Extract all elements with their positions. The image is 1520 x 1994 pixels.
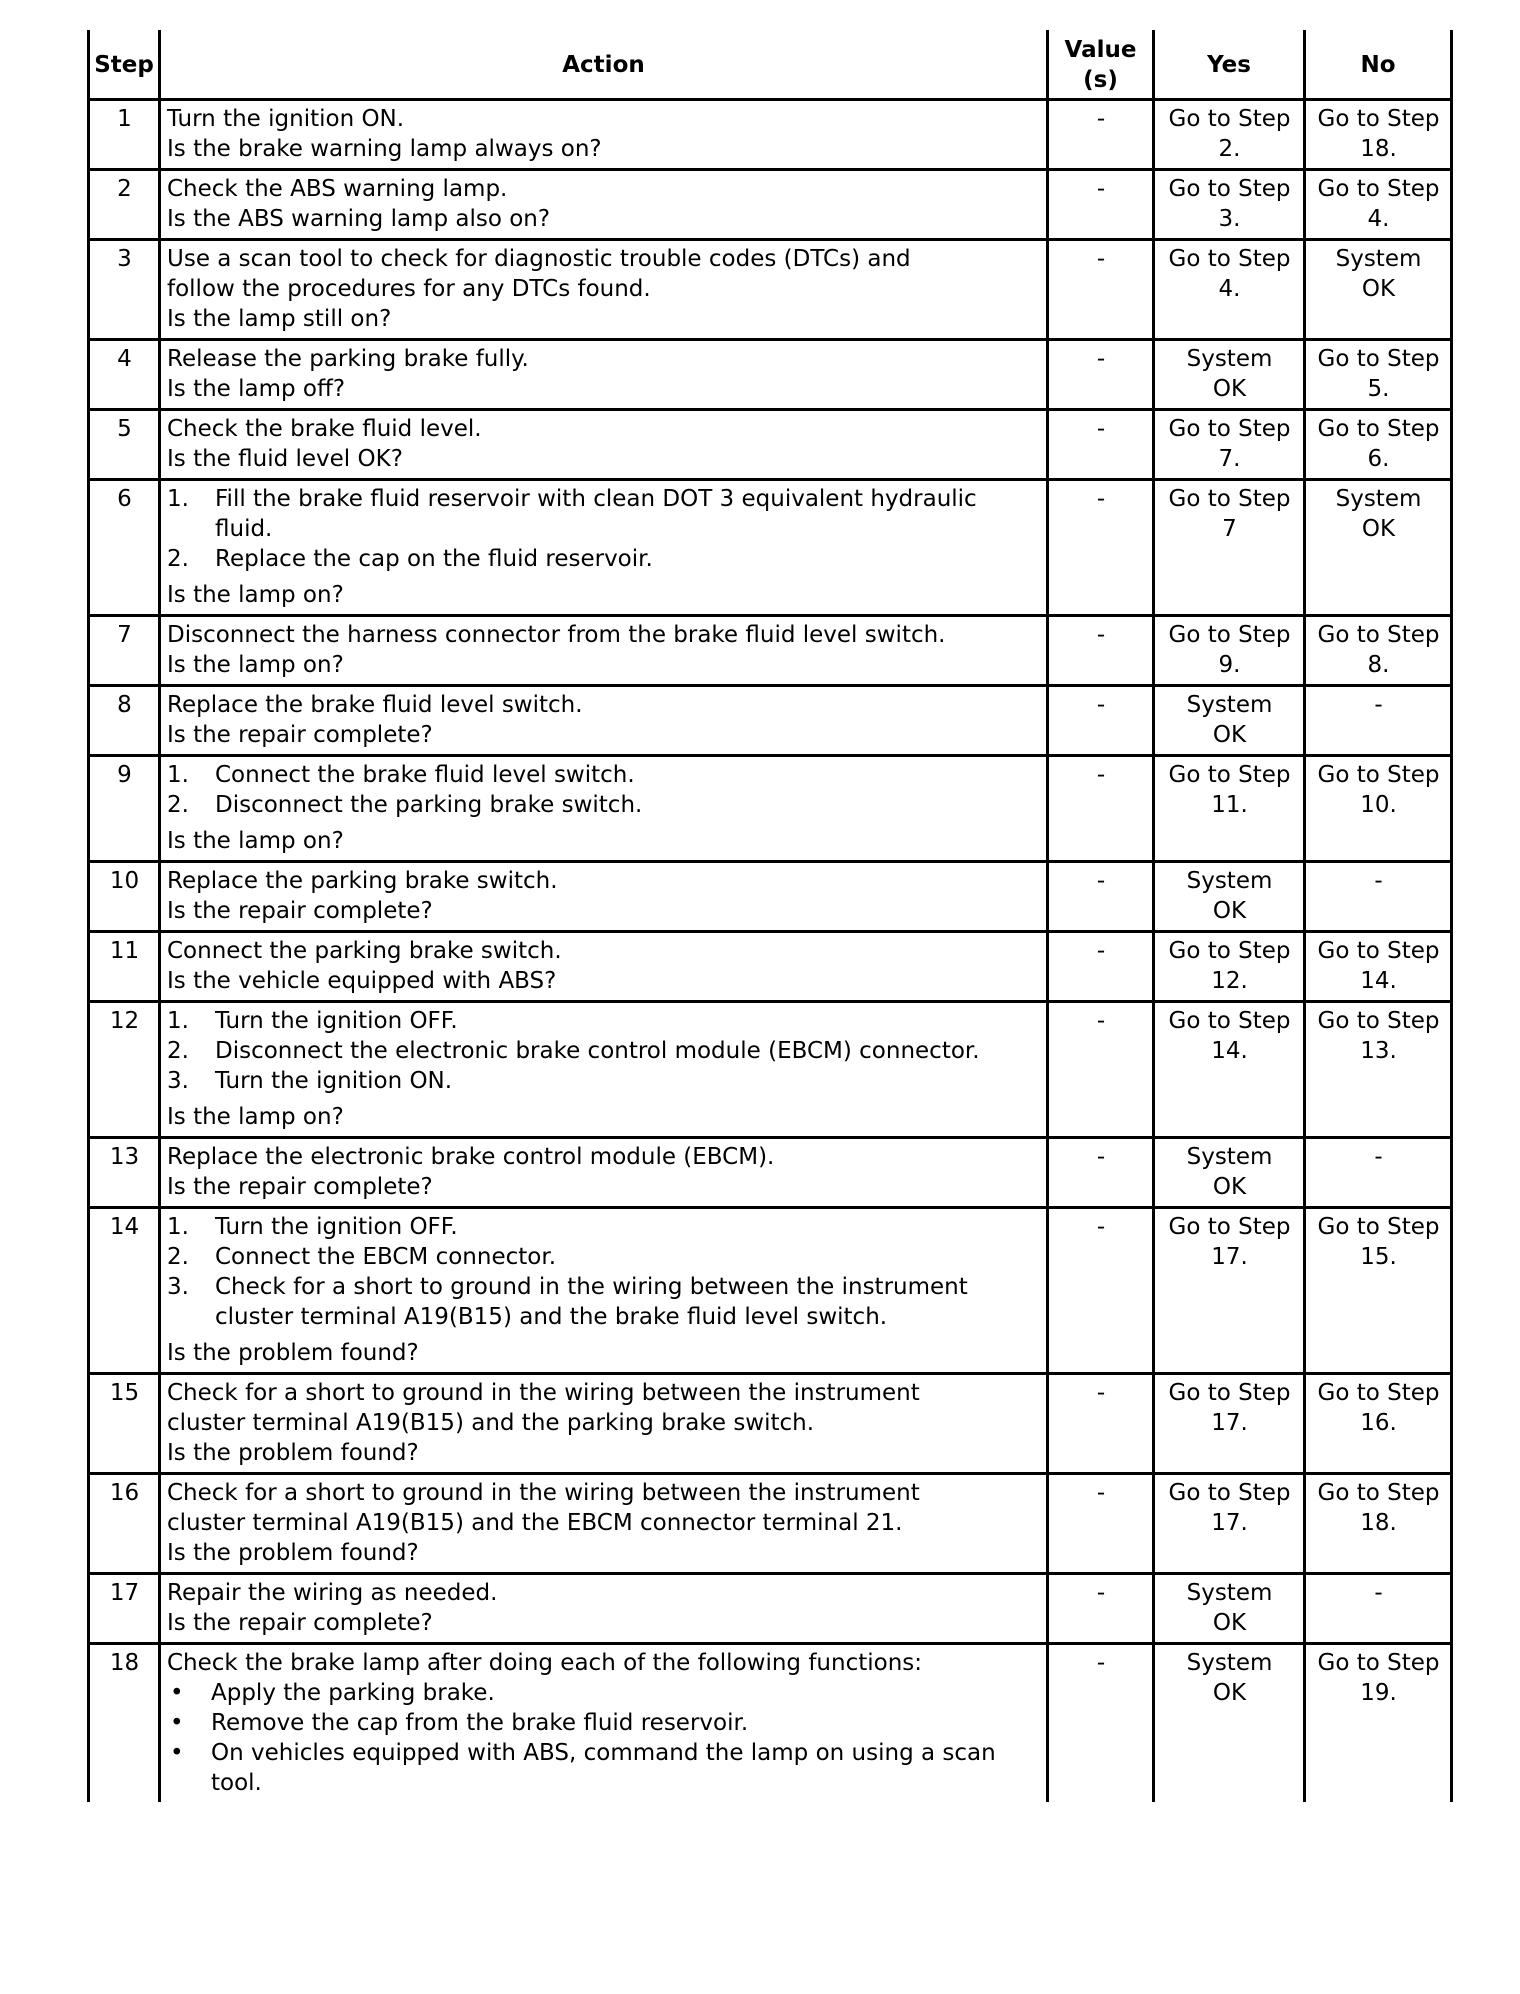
- action-cell: [160, 170, 1048, 240]
- action-line: Is the ABS warning lamp also on?: [167, 206, 551, 232]
- no-cell: -: [1305, 862, 1452, 932]
- yes-cell: Go to Step 3.: [1154, 170, 1305, 240]
- table-row: [89, 1002, 1452, 1138]
- item-text: Turn the ignition OFF.: [215, 1214, 458, 1240]
- item-text: Fill the brake fluid reservoir with clean DOT 3 equivalent hydraulic fluid.: [215, 486, 977, 542]
- list-item: [167, 544, 1041, 574]
- no-cell: -: [1305, 1574, 1452, 1644]
- yes-cell: Go to Step 4.: [1154, 240, 1305, 340]
- action-line: Check for a short to ground in the wiring between the instrument: [167, 1380, 920, 1406]
- action-line: Is the fluid level OK?: [167, 446, 403, 472]
- action-cell: [160, 340, 1048, 410]
- yes-cell: Go to Step 17.: [1154, 1474, 1305, 1574]
- list-item: [167, 760, 1041, 790]
- diagnostic-table: [87, 30, 1453, 1802]
- step-number: 10: [89, 862, 160, 932]
- item-text: Replace the cap on the fluid reservoir.: [215, 546, 653, 572]
- action-line: Check the brake lamp after doing each of the following functions:: [167, 1650, 923, 1676]
- table-row: [89, 686, 1452, 756]
- item-text: Disconnect the parking brake switch.: [215, 792, 643, 818]
- item-number: 1.: [167, 486, 189, 512]
- action-cell: [160, 686, 1048, 756]
- action-line: follow the procedures for any DTCs found.: [167, 276, 651, 302]
- value-cell: -: [1048, 932, 1154, 1002]
- item-number: 2.: [167, 1038, 189, 1064]
- bullet-list: [167, 1678, 1041, 1798]
- list-item: [167, 1708, 1041, 1738]
- value-cell: -: [1048, 1574, 1154, 1644]
- action-line: Is the lamp still on?: [167, 306, 392, 332]
- step-number: 11: [89, 932, 160, 1002]
- no-cell: Go to Step 6.: [1305, 410, 1452, 480]
- no-cell: -: [1305, 686, 1452, 756]
- value-cell: -: [1048, 1644, 1154, 1803]
- action-line: cluster terminal A19(B15) and the parking brake switch.: [167, 1410, 815, 1436]
- table-row: [89, 756, 1452, 862]
- action-line: Is the repair complete?: [167, 1610, 433, 1636]
- list-item: [167, 1036, 1041, 1066]
- action-cell: [160, 480, 1048, 616]
- numbered-list: [167, 760, 1041, 820]
- yes-cell: System OK: [1154, 1574, 1305, 1644]
- yes-cell: Go to Step 11.: [1154, 756, 1305, 862]
- item-number: 2.: [167, 546, 189, 572]
- list-item: [167, 484, 1041, 544]
- action-line: Is the brake warning lamp always on?: [167, 136, 602, 162]
- question-text: Is the lamp on?: [167, 582, 344, 608]
- value-cell: -: [1048, 480, 1154, 616]
- action-line: cluster terminal A19(B15) and the EBCM connector terminal 21.: [167, 1510, 903, 1536]
- value-cell: -: [1048, 410, 1154, 480]
- yes-cell: Go to Step 2.: [1154, 100, 1305, 170]
- action-cell: [160, 1574, 1048, 1644]
- numbered-list: [167, 1212, 1041, 1332]
- value-cell: -: [1048, 170, 1154, 240]
- action-line: Replace the parking brake switch.: [167, 868, 558, 894]
- item-text: Turn the ignition ON.: [215, 1068, 453, 1094]
- header-value: Value (s): [1048, 31, 1154, 100]
- step-number: 17: [89, 1574, 160, 1644]
- step-number: 1: [89, 100, 160, 170]
- action-line: Turn the ignition ON.: [167, 106, 405, 132]
- item-text: On vehicles equipped with ABS, command the lamp on using a scan tool.: [211, 1740, 996, 1796]
- item-text: Connect the brake fluid level switch.: [215, 762, 635, 788]
- value-cell: -: [1048, 340, 1154, 410]
- table-row: [89, 340, 1452, 410]
- list-item: [167, 1738, 1041, 1798]
- no-cell: -: [1305, 1138, 1452, 1208]
- list-item: [167, 790, 1041, 820]
- no-cell: Go to Step 8.: [1305, 616, 1452, 686]
- action-cell: [160, 1644, 1048, 1803]
- no-cell: System OK: [1305, 480, 1452, 616]
- list-item: [167, 1242, 1041, 1272]
- value-cell: -: [1048, 686, 1154, 756]
- action-cell: [160, 1208, 1048, 1374]
- yes-cell: Go to Step 12.: [1154, 932, 1305, 1002]
- step-number: 2: [89, 170, 160, 240]
- action-cell: [160, 410, 1048, 480]
- action-line: Replace the electronic brake control module (EBCM).: [167, 1144, 775, 1170]
- no-cell: Go to Step 14.: [1305, 932, 1452, 1002]
- action-line: Check the brake fluid level.: [167, 416, 482, 442]
- action-line: Replace the brake fluid level switch.: [167, 692, 583, 718]
- step-number: 5: [89, 410, 160, 480]
- item-number: 3.: [167, 1068, 189, 1094]
- item-text: Disconnect the electronic brake control module (EBCM) connector.: [215, 1038, 980, 1064]
- table-row: [89, 480, 1452, 616]
- table-row: [89, 100, 1452, 170]
- action-cell: [160, 862, 1048, 932]
- action-line: Is the vehicle equipped with ABS?: [167, 968, 557, 994]
- item-text: Remove the cap from the brake fluid reservoir.: [211, 1710, 749, 1736]
- action-cell: [160, 1002, 1048, 1138]
- table-row: [89, 616, 1452, 686]
- list-item: [167, 1006, 1041, 1036]
- step-number: 3: [89, 240, 160, 340]
- action-line: Is the lamp off?: [167, 376, 346, 402]
- no-cell: Go to Step 5.: [1305, 340, 1452, 410]
- bullet-icon: •: [170, 1740, 184, 1766]
- step-number: 12: [89, 1002, 160, 1138]
- value-cell: -: [1048, 616, 1154, 686]
- yes-cell: System OK: [1154, 1644, 1305, 1803]
- header-yes: Yes: [1154, 31, 1305, 100]
- item-text: Turn the ignition OFF.: [215, 1008, 458, 1034]
- action-cell: [160, 932, 1048, 1002]
- action-cell: [160, 616, 1048, 686]
- value-cell: -: [1048, 100, 1154, 170]
- question-text: Is the problem found?: [167, 1340, 419, 1366]
- table-row: [89, 240, 1452, 340]
- item-number: 2.: [167, 792, 189, 818]
- action-line: Is the lamp on?: [167, 652, 344, 678]
- table-row: [89, 170, 1452, 240]
- value-cell: -: [1048, 1002, 1154, 1138]
- numbered-list: [167, 484, 1041, 574]
- action-cell: [160, 1138, 1048, 1208]
- no-cell: Go to Step 10.: [1305, 756, 1452, 862]
- action-line: Check the ABS warning lamp.: [167, 176, 508, 202]
- question-text: Is the lamp on?: [167, 1104, 344, 1130]
- action-cell: [160, 1374, 1048, 1474]
- table-row: [89, 932, 1452, 1002]
- yes-cell: Go to Step 7.: [1154, 410, 1305, 480]
- step-number: 9: [89, 756, 160, 862]
- yes-cell: System OK: [1154, 1138, 1305, 1208]
- step-number: 7: [89, 616, 160, 686]
- step-number: 14: [89, 1208, 160, 1374]
- value-cell: -: [1048, 1138, 1154, 1208]
- table-row: [89, 862, 1452, 932]
- yes-cell: Go to Step 14.: [1154, 1002, 1305, 1138]
- item-text: Check for a short to ground in the wiring between the instrument cluster terminal A19(B15) and the brake fluid level switch.: [215, 1274, 968, 1330]
- no-cell: Go to Step 16.: [1305, 1374, 1452, 1474]
- step-number: 16: [89, 1474, 160, 1574]
- table-row: [89, 1644, 1452, 1803]
- item-number: 3.: [167, 1274, 189, 1300]
- item-number: 1.: [167, 1008, 189, 1034]
- item-text: Apply the parking brake.: [211, 1680, 495, 1706]
- yes-cell: System OK: [1154, 340, 1305, 410]
- step-number: 8: [89, 686, 160, 756]
- no-cell: Go to Step 4.: [1305, 170, 1452, 240]
- item-number: 1.: [167, 762, 189, 788]
- no-cell: Go to Step 18.: [1305, 100, 1452, 170]
- action-line: Is the repair complete?: [167, 898, 433, 924]
- item-text: Connect the EBCM connector.: [215, 1244, 557, 1270]
- action-line: Is the repair complete?: [167, 722, 433, 748]
- no-cell: Go to Step 15.: [1305, 1208, 1452, 1374]
- value-cell: -: [1048, 1474, 1154, 1574]
- no-cell: System OK: [1305, 240, 1452, 340]
- header-action: Action: [160, 31, 1048, 100]
- action-line: Connect the parking brake switch.: [167, 938, 562, 964]
- action-line: Check for a short to ground in the wiring between the instrument: [167, 1480, 920, 1506]
- item-number: 2.: [167, 1244, 189, 1270]
- action-line: Is the problem found?: [167, 1540, 419, 1566]
- list-item: [167, 1212, 1041, 1242]
- list-item: [167, 1272, 1041, 1332]
- numbered-list: [167, 1006, 1041, 1096]
- value-cell: -: [1048, 756, 1154, 862]
- action-line: Repair the wiring as needed.: [167, 1580, 498, 1606]
- action-cell: [160, 240, 1048, 340]
- action-cell: [160, 756, 1048, 862]
- yes-cell: System OK: [1154, 686, 1305, 756]
- action-line: Release the parking brake fully.: [167, 346, 529, 372]
- table-row: [89, 1474, 1452, 1574]
- list-item: [167, 1066, 1041, 1096]
- value-cell: -: [1048, 1208, 1154, 1374]
- value-cell: -: [1048, 862, 1154, 932]
- table-row: [89, 410, 1452, 480]
- table-row: [89, 1138, 1452, 1208]
- yes-cell: System OK: [1154, 862, 1305, 932]
- action-line: Is the problem found?: [167, 1440, 419, 1466]
- action-line: Use a scan tool to check for diagnostic trouble codes (DTCs) and: [167, 246, 911, 272]
- no-cell: Go to Step 13.: [1305, 1002, 1452, 1138]
- action-line: Is the repair complete?: [167, 1174, 433, 1200]
- action-cell: [160, 1474, 1048, 1574]
- question-text: Is the lamp on?: [167, 828, 344, 854]
- step-number: 4: [89, 340, 160, 410]
- header-no: No: [1305, 31, 1452, 100]
- no-cell: Go to Step 19.: [1305, 1644, 1452, 1803]
- action-line: Disconnect the harness connector from the brake fluid level switch.: [167, 622, 946, 648]
- step-number: 18: [89, 1644, 160, 1803]
- step-number: 15: [89, 1374, 160, 1474]
- step-number: 6: [89, 480, 160, 616]
- no-cell: Go to Step 18.: [1305, 1474, 1452, 1574]
- list-item: [167, 1678, 1041, 1708]
- yes-cell: Go to Step 7: [1154, 480, 1305, 616]
- table-row: [89, 1374, 1452, 1474]
- yes-cell: Go to Step 17.: [1154, 1374, 1305, 1474]
- header-row: [89, 31, 1452, 100]
- bullet-icon: •: [170, 1710, 184, 1736]
- action-cell: [160, 100, 1048, 170]
- table-row: [89, 1574, 1452, 1644]
- value-cell: -: [1048, 240, 1154, 340]
- yes-cell: Go to Step 17.: [1154, 1208, 1305, 1374]
- yes-cell: Go to Step 9.: [1154, 616, 1305, 686]
- table-row: [89, 1208, 1452, 1374]
- bullet-icon: •: [170, 1680, 184, 1706]
- item-number: 1.: [167, 1214, 189, 1240]
- value-cell: -: [1048, 1374, 1154, 1474]
- step-number: 13: [89, 1138, 160, 1208]
- header-step: Step: [89, 31, 160, 100]
